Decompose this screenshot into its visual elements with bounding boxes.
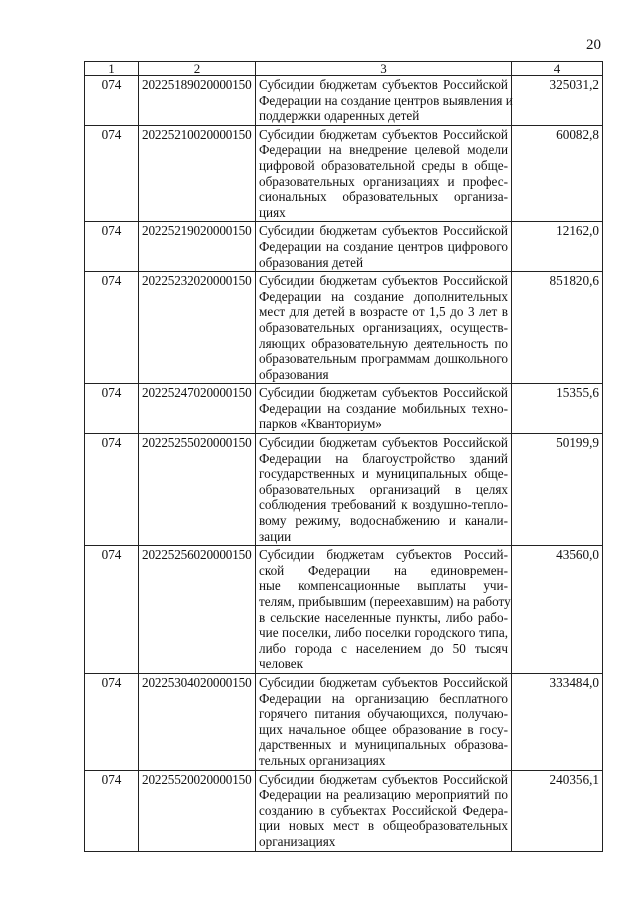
- table-row: [85, 272, 603, 384]
- description-line: соблюдения требований к воздушно-тепло-: [259, 497, 508, 513]
- table-row: [85, 384, 603, 434]
- budget-classification-code-cell: 20225304020000150: [139, 673, 256, 770]
- table-row: [85, 434, 603, 546]
- page-number: 20: [586, 37, 601, 53]
- column-header-4: 4: [512, 62, 603, 76]
- description-line: телям, прибывшим (переехавшим) на работу: [259, 594, 511, 609]
- table-row: [85, 770, 603, 851]
- description-line: либо города с населением до 50 тысяч: [259, 640, 508, 656]
- budget-classification-code-cell: 20225232020000150: [139, 272, 256, 384]
- description-line: Федерации на создание дополнительных: [259, 288, 508, 304]
- description-line: созданию в субъектах Российской Федера-: [259, 802, 508, 818]
- admin-code-cell: 074: [85, 76, 139, 126]
- table-row: [85, 673, 603, 770]
- description-cell: [256, 673, 512, 770]
- description-line: образовательных организациях и профес-: [259, 173, 508, 189]
- description-line: Субсидии бюджетам субъектов Российской: [259, 273, 508, 289]
- description-line: Федерации на благоустройство зданий: [259, 450, 508, 466]
- description-line: дарственных и муниципальных образова-: [259, 737, 508, 753]
- description-line: образования: [259, 366, 329, 382]
- admin-code-cell: 074: [85, 125, 139, 222]
- description-line: образования детей: [259, 254, 364, 270]
- admin-code-cell: 074: [85, 384, 139, 434]
- description-line: организациях: [259, 833, 336, 849]
- admin-code-cell: 074: [85, 546, 139, 674]
- description-line: Субсидии бюджетам субъектов Российской: [259, 435, 508, 451]
- column-header-3: 3: [256, 62, 512, 76]
- column-header-1: 1: [85, 62, 139, 76]
- description-line: образовательных организациях, осуществ-: [259, 319, 508, 335]
- description-line: государственных и муниципальных обще-: [259, 466, 508, 482]
- amount-cell: 325031,2: [512, 76, 603, 126]
- description-line: Субсидии бюджетам субъектов Российской: [259, 126, 508, 142]
- description-line: Федерации на создание центров цифрового: [259, 238, 508, 254]
- description-line: мест для детей в возрасте от 1,5 до 3 лет в: [259, 304, 508, 320]
- amount-cell: 851820,6: [512, 272, 603, 384]
- table-row: [85, 222, 603, 272]
- description-line: Субсидии бюджетам субъектов Российской: [259, 223, 508, 239]
- description-line: ской Федерации на единовремен-: [259, 562, 508, 578]
- budget-classification-code-cell: 20225189020000150: [139, 76, 256, 126]
- description-line: ные компенсационные выплаты учи-: [259, 578, 508, 594]
- amount-cell: 333484,0: [512, 673, 603, 770]
- description-line: Федерации на реализацию мероприятий по: [259, 787, 508, 803]
- budget-table: [84, 61, 603, 852]
- description-line: в сельские населенные пункты, либо рабо-: [259, 609, 508, 625]
- description-line: образовательных организаций в целях: [259, 481, 508, 497]
- description-line: зации: [259, 528, 292, 544]
- amount-cell: 12162,0: [512, 222, 603, 272]
- description-line: вому режиму, водоснабжению и канали-: [259, 513, 508, 529]
- description-line: поддержки одаренных детей: [259, 108, 420, 124]
- admin-code-cell: 074: [85, 770, 139, 851]
- budget-classification-code-cell: 20225210020000150: [139, 125, 256, 222]
- description-line: Федерации на создание центров выявления и: [259, 92, 513, 108]
- description-line: Субсидии бюджетам субъектов Российской: [259, 385, 508, 401]
- amount-cell: 15355,6: [512, 384, 603, 434]
- amount-cell: 43560,0: [512, 546, 603, 674]
- budget-classification-code-cell: 20225247020000150: [139, 384, 256, 434]
- description-line: сиональных образовательных организа-: [259, 189, 508, 205]
- description-cell: [256, 434, 512, 546]
- description-line: человек: [259, 656, 304, 672]
- description-cell: [256, 770, 512, 851]
- budget-classification-code-cell: 20225255020000150: [139, 434, 256, 546]
- admin-code-cell: 074: [85, 434, 139, 546]
- budget-classification-code-cell: 20225520020000150: [139, 770, 256, 851]
- description-line: парков «Кванториум»: [259, 416, 382, 432]
- description-line: чие поселки, либо поселки городского типа,: [259, 625, 508, 641]
- budget-classification-code-cell: 20225219020000150: [139, 222, 256, 272]
- table-row: [85, 546, 603, 674]
- description-line: Федерации на создание мобильных техно-: [259, 400, 508, 416]
- description-line: горячего питания обучающихся, получаю-: [259, 706, 508, 722]
- admin-code-cell: 074: [85, 673, 139, 770]
- admin-code-cell: 074: [85, 272, 139, 384]
- amount-cell: 50199,9: [512, 434, 603, 546]
- description-line: ляющих образовательную деятельность по: [259, 335, 508, 351]
- description-cell: [256, 546, 512, 674]
- description-cell: [256, 76, 512, 126]
- description-cell: [256, 272, 512, 384]
- description-line: Субсидии бюджетам субъектов Российской: [259, 77, 508, 92]
- description-line: Федерации на организацию бесплатного: [259, 690, 508, 706]
- description-line: Федерации на внедрение целевой модели: [259, 142, 508, 158]
- description-line: Субсидии бюджетам субъектов Россий-: [259, 547, 508, 563]
- table-row: [85, 76, 603, 126]
- description-line: ции новых мест в общеобразовательных: [259, 818, 508, 834]
- description-cell: [256, 222, 512, 272]
- table-row: [85, 125, 603, 222]
- description-cell: [256, 384, 512, 434]
- table-header-row: [85, 62, 603, 76]
- description-line: Субсидии бюджетам субъектов Российской: [259, 674, 508, 690]
- budget-classification-code-cell: 20225256020000150: [139, 546, 256, 674]
- description-line: щих начальное общее образование в госу-: [259, 721, 508, 737]
- table-body: [85, 76, 603, 852]
- column-header-2: 2: [139, 62, 256, 76]
- amount-cell: 240356,1: [512, 770, 603, 851]
- description-line: образовательным программам дошкольного: [259, 351, 508, 367]
- amount-cell: 60082,8: [512, 125, 603, 222]
- description-line: тельных организациях: [259, 752, 386, 768]
- description-cell: [256, 125, 512, 222]
- description-line: цифровой образовательной среды в обще-: [259, 157, 508, 173]
- description-line: циях: [259, 204, 286, 220]
- description-line: Субсидии бюджетам субъектов Российской: [259, 771, 508, 787]
- admin-code-cell: 074: [85, 222, 139, 272]
